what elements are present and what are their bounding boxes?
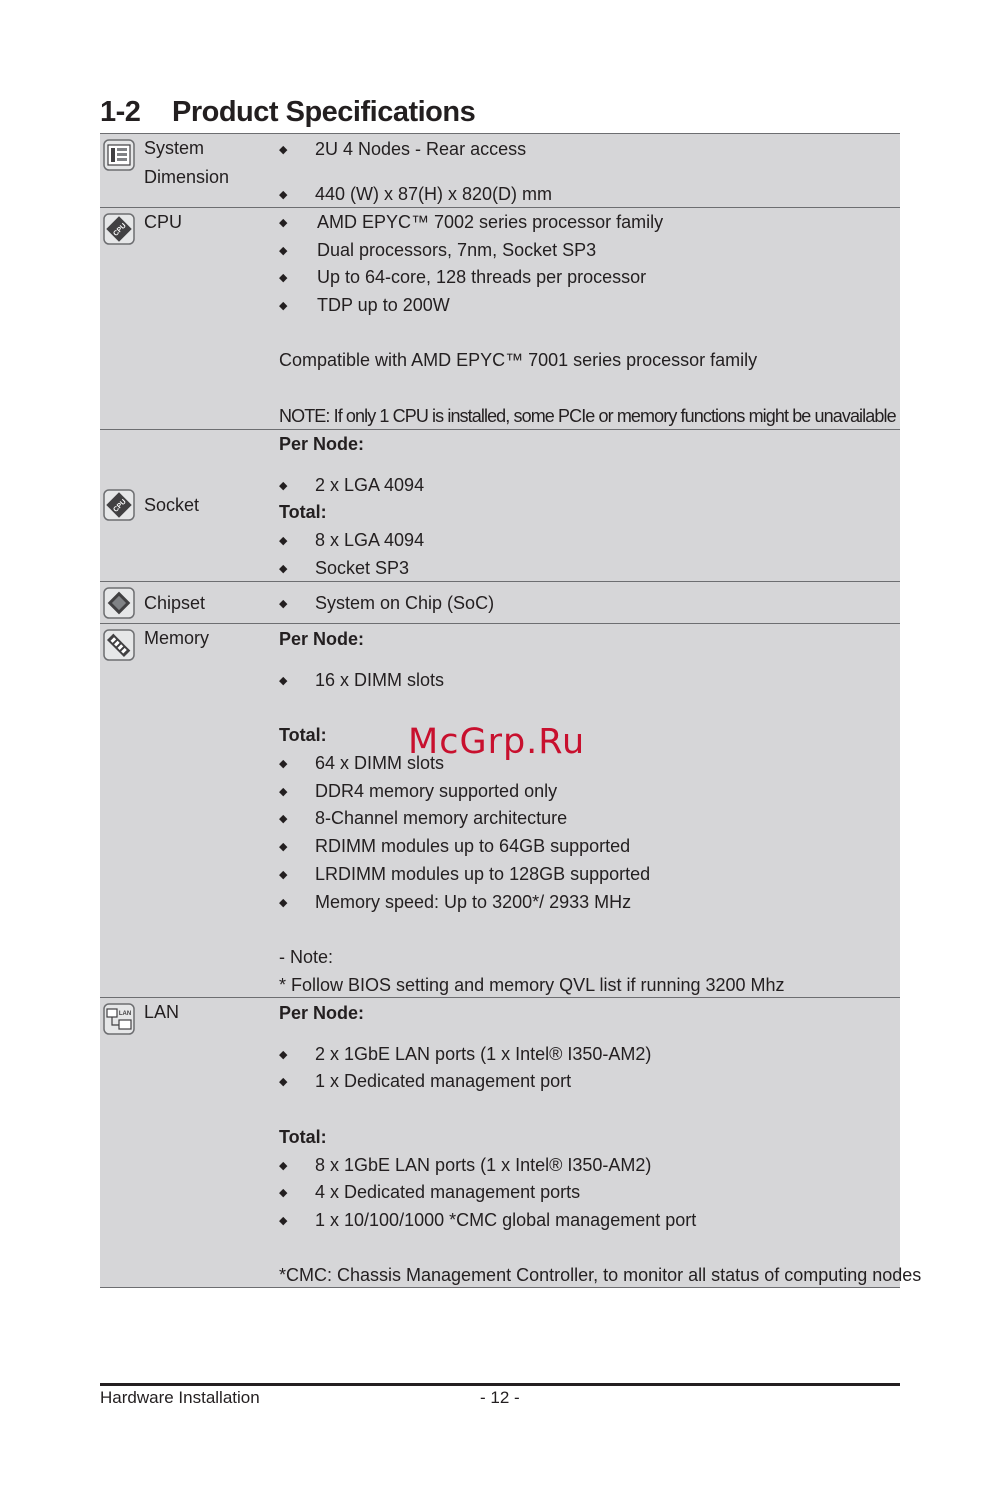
item-text: 1 x Dedicated management port [315, 1071, 572, 1091]
lan-network-icon [103, 1003, 135, 1035]
total-heading: Total: [279, 1127, 327, 1147]
item-text: System on Chip (SoC) [315, 593, 495, 613]
list-item [279, 891, 631, 914]
per-node-heading: Per Node: [279, 434, 365, 454]
memory-module-icon [103, 629, 135, 661]
item-text: Up to 64-core, 128 threads per processor [317, 267, 647, 287]
section-number: 1-2 [100, 96, 141, 128]
bullet-icon: ◆ [279, 598, 288, 610]
chipset-icon [103, 587, 135, 619]
list-item [279, 138, 526, 161]
watermark: McGrp.Ru [408, 722, 586, 762]
bullet-icon: ◆ [279, 786, 288, 798]
item-text: Socket SP3 [315, 558, 410, 578]
compat-text: Compatible with AMD EPYC™ 7001 series processor family [279, 350, 758, 370]
item-text: 2 x LGA 4094 [315, 475, 425, 495]
list-item [279, 211, 663, 234]
spec-row-chipset [100, 581, 900, 624]
item-text: RDIMM modules up to 64GB supported [315, 836, 631, 856]
list-item [279, 1154, 651, 1177]
list-item [279, 294, 450, 317]
list-item [279, 557, 409, 580]
list-item [279, 1043, 651, 1066]
item-text: TDP up to 200W [317, 295, 450, 315]
total-heading: Total: [279, 725, 327, 745]
row-label [144, 134, 229, 192]
bullet-icon: ◆ [279, 563, 288, 575]
list-item [279, 835, 630, 858]
spec-row-cpu [100, 207, 900, 430]
bullet-icon: ◆ [279, 675, 288, 687]
footer-divider [100, 1383, 900, 1386]
item-text: 8 x 1GbE LAN ports (1 x Intel® I350-AM2) [315, 1155, 652, 1175]
list-item [279, 1209, 696, 1232]
item-text: AMD EPYC™ 7002 series processor family [317, 212, 664, 232]
page-title [100, 96, 475, 129]
svg-text:CPU: CPU [112, 498, 128, 514]
item-text: 64 x DIMM slots [315, 753, 445, 773]
note-text: * Follow BIOS setting and memory QVL list if running 3200 Mhz [279, 975, 785, 995]
item-text: 1 x 10/100/1000 *CMC global management port [315, 1210, 697, 1230]
bullet-icon: ◆ [279, 897, 288, 909]
bullet-icon: ◆ [279, 535, 288, 547]
bullet-icon: ◆ [279, 1049, 288, 1061]
list-item [279, 1181, 580, 1204]
item-text: 440 (W) x 87(H) x 820(D) mm [315, 184, 553, 204]
svg-text:CPU: CPU [112, 222, 128, 238]
per-node-heading: Per Node: [279, 629, 365, 649]
list-item [279, 529, 424, 552]
note-text: *CMC: Chassis Management Controller, to monitor all status of computing nodes [279, 1265, 922, 1285]
item-text: 16 x DIMM slots [315, 670, 445, 690]
bullet-icon: ◆ [279, 1160, 288, 1172]
bullet-icon: ◆ [279, 189, 288, 201]
list-item [279, 669, 444, 692]
spec-row-lan [100, 997, 922, 1288]
row-label: Chipset [144, 593, 206, 613]
row-label: Socket [144, 495, 200, 515]
spec-row-socket [100, 429, 900, 582]
bullet-icon: ◆ [279, 245, 288, 257]
item-text: Memory speed: Up to 3200*/ 2933 MHz [315, 892, 632, 912]
bullet-icon: ◆ [279, 480, 288, 492]
svg-text:LAN: LAN [118, 1011, 132, 1017]
total-heading: Total: [279, 502, 327, 522]
list-item [279, 807, 567, 830]
bullet-icon: ◆ [279, 272, 288, 284]
spec-row-memory [100, 623, 900, 998]
section-title: Product Specifications [172, 96, 476, 128]
list-item [279, 863, 650, 886]
item-text: 2 x 1GbE LAN ports (1 x Intel® I350-AM2) [315, 1044, 652, 1064]
bullet-icon: ◆ [279, 1187, 288, 1199]
socket-chip-icon [103, 489, 135, 521]
item-text: LRDIMM modules up to 128GB supported [315, 864, 651, 884]
item-text: 8-Channel memory architecture [315, 808, 568, 828]
note-text: NOTE: If only 1 CPU is installed, some PCIe or memory functions might be unavailable [279, 406, 896, 426]
footer-section-name: Hardware Installation [100, 1388, 260, 1407]
item-text: 8 x LGA 4094 [315, 530, 425, 550]
bullet-icon: ◆ [279, 758, 288, 770]
list-item [279, 1070, 571, 1093]
bullet-icon: ◆ [279, 144, 288, 156]
bullet-icon: ◆ [279, 869, 288, 881]
list-item [279, 474, 424, 497]
label-line: System [144, 138, 205, 158]
bullet-icon: ◆ [279, 1076, 288, 1088]
bullet-icon: ◆ [279, 300, 288, 312]
per-node-heading: Per Node: [279, 1003, 365, 1023]
list-item [279, 592, 494, 615]
item-text: DDR4 memory supported only [315, 781, 558, 801]
chassis-icon [103, 139, 135, 171]
label-line: Dimension [144, 167, 230, 187]
note-title: - Note: [279, 947, 334, 967]
list-item [279, 183, 552, 206]
item-text: 2U 4 Nodes - Rear access [315, 139, 527, 159]
bullet-icon: ◆ [279, 1215, 288, 1227]
bullet-icon: ◆ [279, 813, 288, 825]
row-label: Memory [144, 628, 210, 648]
list-item [279, 266, 646, 289]
row-label: CPU [144, 212, 183, 232]
bullet-icon: ◆ [279, 217, 288, 229]
bullet-icon: ◆ [279, 841, 288, 853]
page-number: - 12 - [480, 1388, 520, 1407]
list-item [279, 239, 596, 262]
item-text: Dual processors, 7nm, Socket SP3 [317, 240, 597, 260]
list-item [279, 780, 557, 803]
cpu-chip-icon [103, 213, 135, 245]
item-text: 4 x Dedicated management ports [315, 1182, 581, 1202]
row-label: LAN [144, 1002, 180, 1022]
spec-row-system [100, 133, 900, 208]
